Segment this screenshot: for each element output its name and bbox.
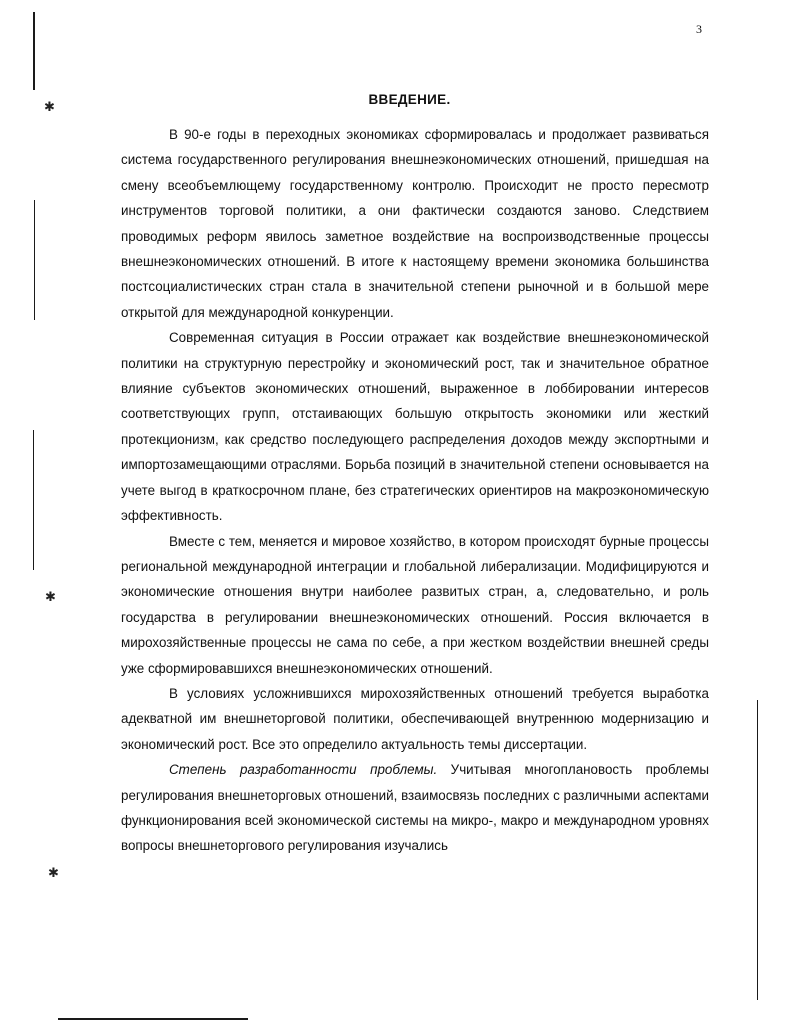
- body-text: [121, 122, 709, 859]
- paragraph-4: В условиях усложнившихся мирохозяйственных отношений требуется выработка адекватной им внешнеторговой политики, обеспечивающей внутреннюю модернизацию и экономический рост. Все это определило актуальность темы диссертации.: [121, 685, 709, 752]
- section-heading: ВВЕДЕНИЕ.: [368, 92, 451, 107]
- paragraph-3: Вместе с тем, меняется и мировое хозяйство, в котором происходят бурные процессы региональной международной интеграции и глобальной либерализации. Модифицируются и экономические отношения внутри наиболее развитых стран, а, следовательно, и роль государства в регулировании внешнеэкономических отношений. Россия включается в мирохозяйственные процессы не сама по себе, а при жестком воздействии внешней среды уже сформировавшихся внешнеэкономических отношений.: [121, 533, 709, 676]
- paragraph-1: В 90-е годы в переходных экономиках сформировалась и продолжает развиваться система государственного регулирования внешнеэкономических отношений, пришедшая на смену всеобъемлющему государственному контролю. Происходит не просто пересмотр инструментов торговой политики, а они фактически создаются заново. Следствием проводимых реформ явилось заметное воздействие на воспроизводственные процессы внешнеэкономических отношений. В итоге к настоящему времени экономика большинства постсоциалистических стран стала в значительной степени рыночной и в большой мере открытой для международной конкуренции.: [121, 127, 709, 320]
- paragraph-5-lead: Степень разработанности проблемы.: [169, 762, 438, 778]
- scan-speck-1: ✱: [44, 99, 55, 114]
- paragraph-5: [121, 757, 709, 859]
- scan-edge-line-lower: [33, 430, 34, 570]
- scan-speck-3: ✱: [48, 865, 59, 880]
- scan-right-margin-line: [757, 700, 758, 1000]
- scan-edge-line-top: [33, 12, 35, 90]
- scan-speck-2: ✱: [45, 589, 56, 604]
- page-number: 3: [696, 22, 702, 36]
- paragraph-2: Современная ситуация в России отражает как воздействие внешнеэкономической политики на структурную перестройку и экономический рост, так и значительное обратное влияние субъектов экономических отношений, выраженное в лоббировании интересов соответствующих групп, отстаивающих большую открытость экономики или жесткий протекционизм, как средство последующего распределения доходов между экспортными и импортозамещающими отраслями. Борьба позиций в значительной степени основывается на учете выгод в краткосрочном плане, без стратегических ориентиров на макроэкономическую эффективность.: [121, 330, 709, 524]
- paragraph-5-text: Учитывая многоплановость проблемы регулирования внешнеторговых отношений, взаимосвязь последних с различными аспектами функционирования всей экономической системы на микро-, макро и международном уровнях вопросы внешнеторгового регулирования изучались: [121, 762, 709, 854]
- scan-bottom-line: [58, 1018, 248, 1020]
- scan-edge-line-middle: [34, 200, 35, 320]
